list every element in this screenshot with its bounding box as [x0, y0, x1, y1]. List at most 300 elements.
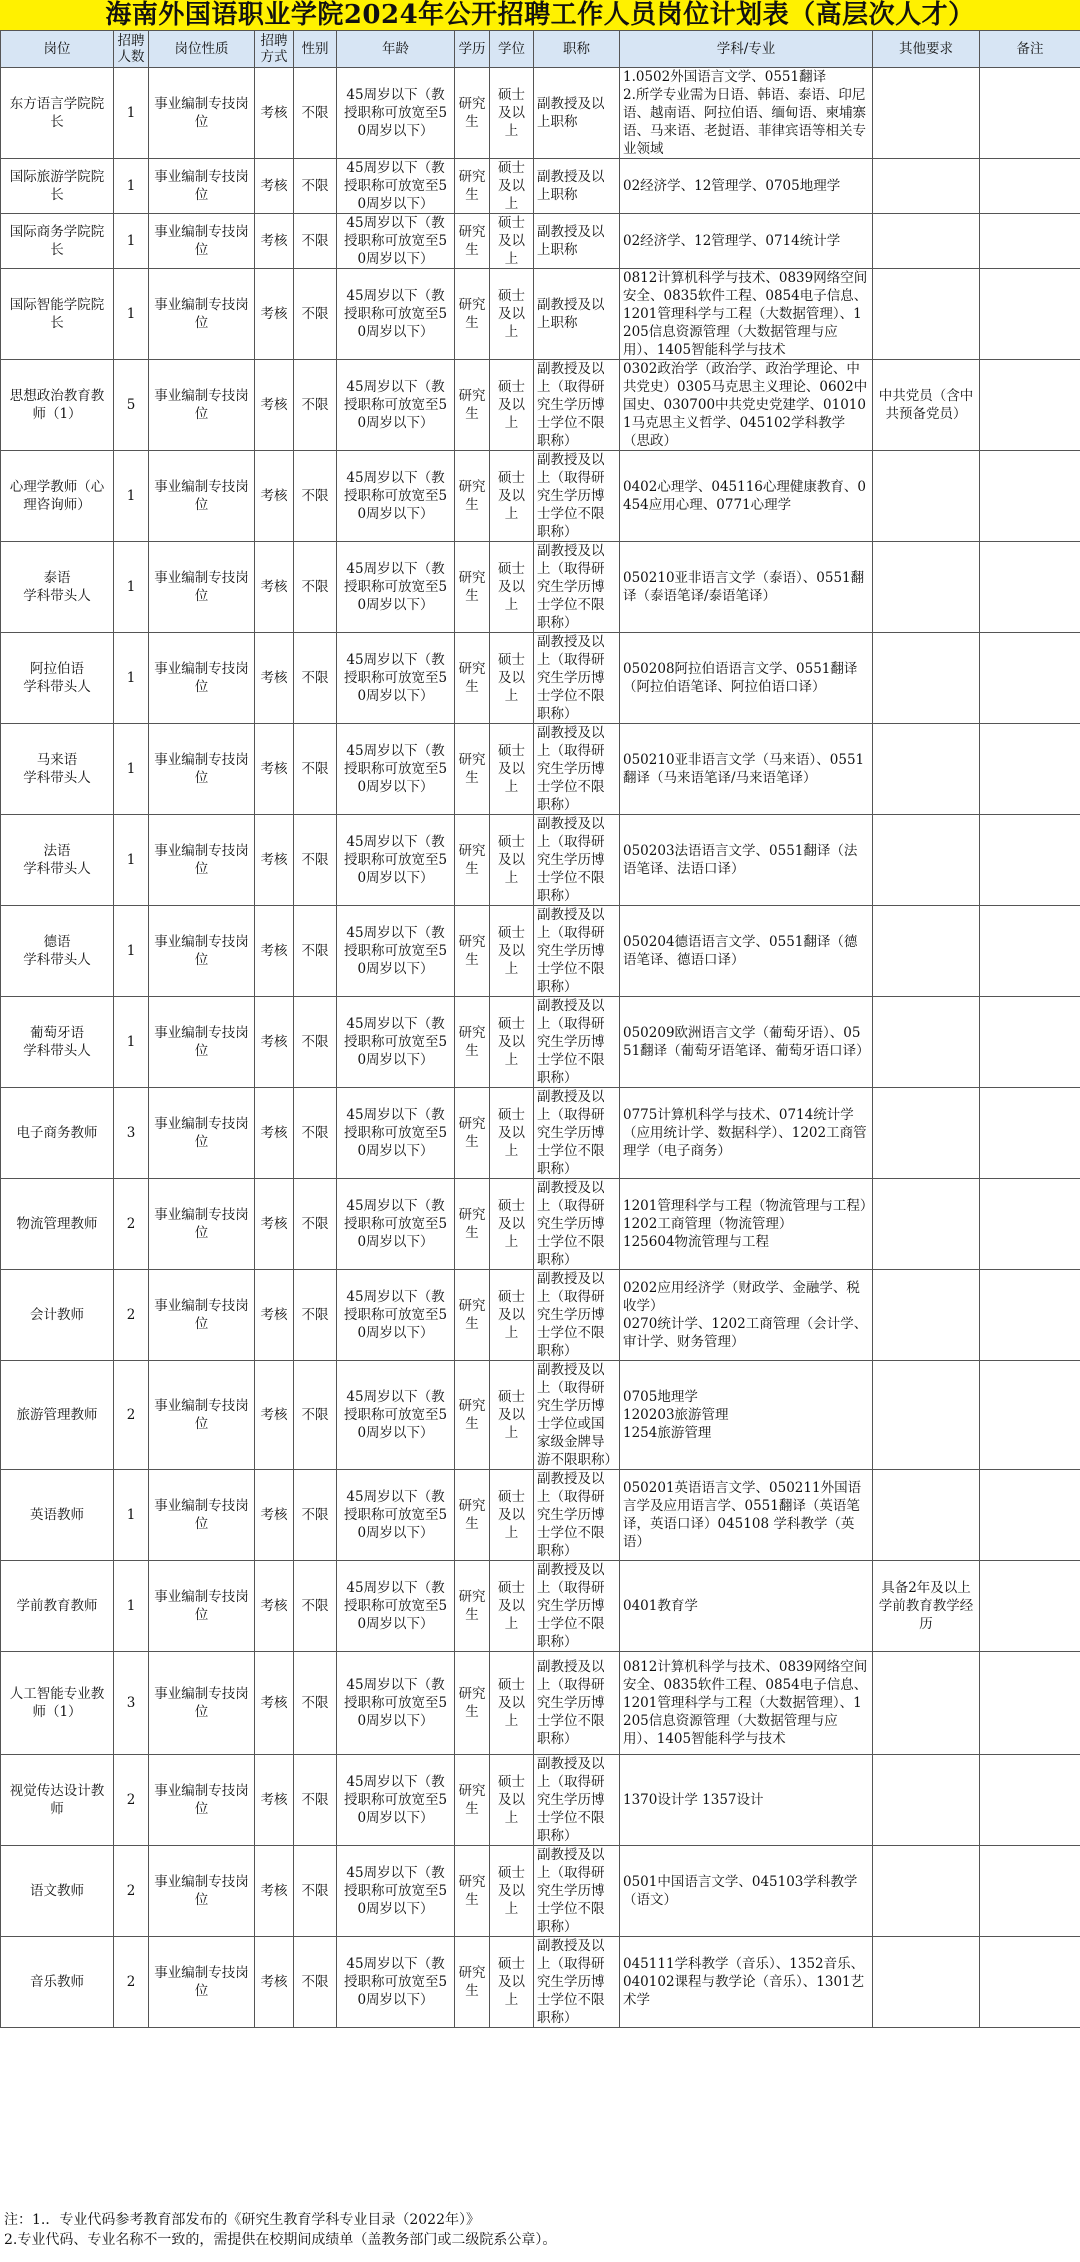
nature-cell: 事业编制专技岗位: [149, 159, 255, 214]
degree-cell: 硕士及以上: [490, 1652, 534, 1755]
table-row: [1, 1088, 1080, 1179]
other-requirements-cell: [873, 214, 980, 269]
age-cell: 45周岁以下（教授职称可放宽至50周岁以下）: [337, 214, 455, 269]
other-requirements-cell: [873, 724, 980, 815]
remark-cell: [980, 1652, 1080, 1755]
remark-cell: [980, 1937, 1080, 2028]
table-row: [1, 1561, 1080, 1652]
professional-title-cell: 副教授及以上（取得研究生学历博士学位不限职称）: [534, 1937, 620, 2028]
major-cell: 050209欧洲语言文学（葡萄牙语）、0551翻译（葡萄牙语笔译、葡萄牙语口译）: [620, 997, 873, 1088]
nature-cell: 事业编制专技岗位: [149, 1652, 255, 1755]
remark-cell: [980, 633, 1080, 724]
post-cell: 语文教师: [1, 1846, 114, 1937]
method-cell: 考核: [255, 1652, 294, 1755]
other-requirements-cell: [873, 1755, 980, 1846]
post-cell: 旅游管理教师: [1, 1361, 114, 1470]
education-cell: 研究生: [455, 1652, 490, 1755]
count-cell: 2: [114, 1361, 149, 1470]
count-cell: 1: [114, 633, 149, 724]
major-cell: 050203法语语言文学、0551翻译（法语笔译、法语口译）: [620, 815, 873, 906]
remark-cell: [980, 1755, 1080, 1846]
table-row: [1, 1652, 1080, 1755]
gender-cell: 不限: [294, 1270, 337, 1361]
recruitment-table: [0, 30, 1080, 2028]
method-cell: 考核: [255, 633, 294, 724]
count-cell: 3: [114, 1652, 149, 1755]
post-cell: 物流管理教师: [1, 1179, 114, 1270]
method-cell: 考核: [255, 68, 294, 159]
footnotes: [0, 2210, 1080, 2250]
other-requirements-cell: [873, 633, 980, 724]
gender-cell: 不限: [294, 1470, 337, 1561]
remark-cell: [980, 542, 1080, 633]
gender-cell: 不限: [294, 815, 337, 906]
post-cell: 葡萄牙语 学科带头人: [1, 997, 114, 1088]
education-cell: 研究生: [455, 1088, 490, 1179]
major-cell: 0401教育学: [620, 1561, 873, 1652]
other-requirements-cell: [873, 269, 980, 360]
nature-cell: 事业编制专技岗位: [149, 1179, 255, 1270]
nature-cell: 事业编制专技岗位: [149, 815, 255, 906]
professional-title-cell: 副教授及以上（取得研究生学历博士学位不限职称）: [534, 1652, 620, 1755]
education-cell: 研究生: [455, 1470, 490, 1561]
major-cell: 0812计算机科学与技术、0839网络空间安全、0835软件工程、0854电子信息、1201管理科学与工程（大数据管理）、1205信息资源管理（大数据管理与应用）、1405智能科学与技术: [620, 1652, 873, 1755]
gender-cell: 不限: [294, 68, 337, 159]
gender-cell: 不限: [294, 1937, 337, 2028]
degree-cell: 硕士及以上: [490, 1755, 534, 1846]
age-cell: 45周岁以下（教授职称可放宽至50周岁以下）: [337, 1561, 455, 1652]
method-cell: 考核: [255, 451, 294, 542]
other-requirements-cell: [873, 906, 980, 997]
table-row: [1, 1755, 1080, 1846]
nature-cell: 事业编制专技岗位: [149, 724, 255, 815]
table-row: [1, 724, 1080, 815]
education-cell: 研究生: [455, 451, 490, 542]
education-cell: 研究生: [455, 1270, 490, 1361]
education-cell: 研究生: [455, 360, 490, 451]
major-cell: 0812计算机科学与技术、0839网络空间安全、0835软件工程、0854电子信息、1201管理科学与工程（大数据管理）、1205信息资源管理（大数据管理与应用）、1405智能科学与技术: [620, 269, 873, 360]
post-cell: 泰语 学科带头人: [1, 542, 114, 633]
gender-cell: 不限: [294, 1561, 337, 1652]
table-row: [1, 1270, 1080, 1361]
count-cell: 1: [114, 159, 149, 214]
count-cell: 1: [114, 451, 149, 542]
post-cell: 法语 学科带头人: [1, 815, 114, 906]
professional-title-cell: 副教授及以上（取得研究生学历博士学位不限职称）: [534, 724, 620, 815]
degree-cell: 硕士及以上: [490, 1846, 534, 1937]
table-row: [1, 997, 1080, 1088]
degree-cell: 硕士及以上: [490, 906, 534, 997]
header-cell: 其他要求: [873, 31, 980, 68]
degree-cell: 硕士及以上: [490, 815, 534, 906]
other-requirements-cell: [873, 815, 980, 906]
gender-cell: 不限: [294, 997, 337, 1088]
header-cell: 岗位性质: [149, 31, 255, 68]
gender-cell: 不限: [294, 1846, 337, 1937]
gender-cell: 不限: [294, 159, 337, 214]
other-requirements-cell: [873, 68, 980, 159]
post-cell: 国际智能学院院长: [1, 269, 114, 360]
nature-cell: 事业编制专技岗位: [149, 214, 255, 269]
table-row: [1, 214, 1080, 269]
post-cell: 国际旅游学院院长: [1, 159, 114, 214]
major-cell: 02经济学、12管理学、0714统计学: [620, 214, 873, 269]
education-cell: 研究生: [455, 1846, 490, 1937]
post-cell: 思想政治教育教师（1）: [1, 360, 114, 451]
count-cell: 2: [114, 1755, 149, 1846]
method-cell: 考核: [255, 1179, 294, 1270]
remark-cell: [980, 1270, 1080, 1361]
remark-cell: [980, 159, 1080, 214]
post-cell: 会计教师: [1, 1270, 114, 1361]
header-cell: 职称: [534, 31, 620, 68]
remark-cell: [980, 1561, 1080, 1652]
table-header-row: [1, 31, 1080, 68]
other-requirements-cell: [873, 451, 980, 542]
degree-cell: 硕士及以上: [490, 1179, 534, 1270]
remark-cell: [980, 1846, 1080, 1937]
remark-cell: [980, 906, 1080, 997]
major-cell: 0705地理学 120203旅游管理 1254旅游管理: [620, 1361, 873, 1470]
professional-title-cell: 副教授及以上职称: [534, 269, 620, 360]
header-cell: 学历: [455, 31, 490, 68]
professional-title-cell: 副教授及以上（取得研究生学历博士学位不限职称）: [534, 542, 620, 633]
header-cell: 性别: [294, 31, 337, 68]
degree-cell: 硕士及以上: [490, 214, 534, 269]
professional-title-cell: 副教授及以上（取得研究生学历博士学位不限职称）: [534, 815, 620, 906]
post-cell: 马来语 学科带头人: [1, 724, 114, 815]
age-cell: 45周岁以下（教授职称可放宽至50周岁以下）: [337, 1088, 455, 1179]
professional-title-cell: 副教授及以上（取得研究生学历博士学位不限职称）: [534, 451, 620, 542]
header-cell: 年龄: [337, 31, 455, 68]
remark-cell: [980, 1470, 1080, 1561]
degree-cell: 硕士及以上: [490, 542, 534, 633]
major-cell: 0402心理学、045116心理健康教育、0454应用心理、0771心理学: [620, 451, 873, 542]
education-cell: 研究生: [455, 724, 490, 815]
other-requirements-cell: 中共党员（含中共预备党员）: [873, 360, 980, 451]
professional-title-cell: 副教授及以上（取得研究生学历博士学位不限职称）: [534, 1755, 620, 1846]
nature-cell: 事业编制专技岗位: [149, 906, 255, 997]
post-cell: 人工智能专业教师（1）: [1, 1652, 114, 1755]
other-requirements-cell: [873, 1270, 980, 1361]
table-row: [1, 360, 1080, 451]
degree-cell: 硕士及以上: [490, 1361, 534, 1470]
major-cell: 1370设计学 1357设计: [620, 1755, 873, 1846]
age-cell: 45周岁以下（教授职称可放宽至50周岁以下）: [337, 906, 455, 997]
gender-cell: 不限: [294, 1179, 337, 1270]
gender-cell: 不限: [294, 1088, 337, 1179]
post-cell: 阿拉伯语 学科带头人: [1, 633, 114, 724]
method-cell: 考核: [255, 997, 294, 1088]
age-cell: 45周岁以下（教授职称可放宽至50周岁以下）: [337, 360, 455, 451]
count-cell: 2: [114, 1270, 149, 1361]
method-cell: 考核: [255, 1088, 294, 1179]
method-cell: 考核: [255, 159, 294, 214]
nature-cell: 事业编制专技岗位: [149, 1361, 255, 1470]
degree-cell: 硕士及以上: [490, 159, 534, 214]
education-cell: 研究生: [455, 997, 490, 1088]
nature-cell: 事业编制专技岗位: [149, 997, 255, 1088]
header-cell: 招聘方式: [255, 31, 294, 68]
nature-cell: 事业编制专技岗位: [149, 1470, 255, 1561]
nature-cell: 事业编制专技岗位: [149, 451, 255, 542]
degree-cell: 硕士及以上: [490, 1470, 534, 1561]
professional-title-cell: 副教授及以上（取得研究生学历博士学位或国家级金牌导游不限职称）: [534, 1361, 620, 1470]
post-cell: 音乐教师: [1, 1937, 114, 2028]
gender-cell: 不限: [294, 214, 337, 269]
professional-title-cell: 副教授及以上职称: [534, 214, 620, 269]
degree-cell: 硕士及以上: [490, 1937, 534, 2028]
post-cell: 英语教师: [1, 1470, 114, 1561]
table-row: [1, 1470, 1080, 1561]
major-cell: 02经济学、12管理学、0705地理学: [620, 159, 873, 214]
table-row: [1, 451, 1080, 542]
gender-cell: 不限: [294, 633, 337, 724]
gender-cell: 不限: [294, 1361, 337, 1470]
education-cell: 研究生: [455, 1361, 490, 1470]
major-cell: 0775计算机科学与技术、0714统计学（应用统计学、数据科学）、1202工商管理学（电子商务）: [620, 1088, 873, 1179]
table-row: [1, 1937, 1080, 2028]
major-cell: 045111学科教学（音乐）、1352音乐、040102课程与教学论（音乐）、1301艺术学: [620, 1937, 873, 2028]
professional-title-cell: 副教授及以上职称: [534, 68, 620, 159]
age-cell: 45周岁以下（教授职称可放宽至50周岁以下）: [337, 1937, 455, 2028]
other-requirements-cell: 具备2年及以上学前教育教学经历: [873, 1561, 980, 1652]
major-cell: 050204德语语言文学、0551翻译（德语笔译、德语口译）: [620, 906, 873, 997]
method-cell: 考核: [255, 269, 294, 360]
education-cell: 研究生: [455, 269, 490, 360]
footnote-2: 2.专业代码、专业名称不一致的，需提供在校期间成绩单（盖教务部门或二级院系公章）。: [4, 2232, 557, 2248]
remark-cell: [980, 360, 1080, 451]
gender-cell: 不限: [294, 360, 337, 451]
gender-cell: 不限: [294, 906, 337, 997]
page-title: 海南外国语职业学院2024年公开招聘工作人员岗位计划表（高层次人才）: [0, 0, 1080, 31]
other-requirements-cell: [873, 1652, 980, 1755]
major-cell: 1201管理科学与工程（物流管理与工程）1202工商管理（物流管理） 125604物流管理与工程: [620, 1179, 873, 1270]
age-cell: 45周岁以下（教授职称可放宽至50周岁以下）: [337, 815, 455, 906]
post-cell: 东方语言学院院长: [1, 68, 114, 159]
remark-cell: [980, 815, 1080, 906]
nature-cell: 事业编制专技岗位: [149, 1937, 255, 2028]
degree-cell: 硕士及以上: [490, 269, 534, 360]
post-cell: 电子商务教师: [1, 1088, 114, 1179]
education-cell: 研究生: [455, 159, 490, 214]
table-body: [1, 68, 1080, 2028]
count-cell: 2: [114, 1846, 149, 1937]
count-cell: 1: [114, 906, 149, 997]
other-requirements-cell: [873, 1361, 980, 1470]
age-cell: 45周岁以下（教授职称可放宽至50周岁以下）: [337, 542, 455, 633]
professional-title-cell: 副教授及以上（取得研究生学历博士学位不限职称）: [534, 1088, 620, 1179]
gender-cell: 不限: [294, 1755, 337, 1846]
education-cell: 研究生: [455, 542, 490, 633]
table-row: [1, 1846, 1080, 1937]
nature-cell: 事业编制专技岗位: [149, 1270, 255, 1361]
count-cell: 1: [114, 1470, 149, 1561]
remark-cell: [980, 1361, 1080, 1470]
age-cell: 45周岁以下（教授职称可放宽至50周岁以下）: [337, 159, 455, 214]
education-cell: 研究生: [455, 906, 490, 997]
age-cell: 45周岁以下（教授职称可放宽至50周岁以下）: [337, 1179, 455, 1270]
degree-cell: 硕士及以上: [490, 1561, 534, 1652]
age-cell: 45周岁以下（教授职称可放宽至50周岁以下）: [337, 1361, 455, 1470]
gender-cell: 不限: [294, 269, 337, 360]
method-cell: 考核: [255, 542, 294, 633]
major-cell: 0202应用经济学（财政学、金融学、税收学） 0270统计学、1202工商管理（会计学、审计学、财务管理）: [620, 1270, 873, 1361]
header-cell: 学科/专业: [620, 31, 873, 68]
professional-title-cell: 副教授及以上（取得研究生学历博士学位不限职称）: [534, 633, 620, 724]
method-cell: 考核: [255, 1846, 294, 1937]
professional-title-cell: 副教授及以上（取得研究生学历博士学位不限职称）: [534, 997, 620, 1088]
degree-cell: 硕士及以上: [490, 68, 534, 159]
method-cell: 考核: [255, 906, 294, 997]
professional-title-cell: 副教授及以上（取得研究生学历博士学位不限职称）: [534, 360, 620, 451]
education-cell: 研究生: [455, 1561, 490, 1652]
age-cell: 45周岁以下（教授职称可放宽至50周岁以下）: [337, 68, 455, 159]
age-cell: 45周岁以下（教授职称可放宽至50周岁以下）: [337, 1846, 455, 1937]
education-cell: 研究生: [455, 214, 490, 269]
degree-cell: 硕士及以上: [490, 633, 534, 724]
count-cell: 1: [114, 815, 149, 906]
post-cell: 心理学教师（心理咨询师）: [1, 451, 114, 542]
method-cell: 考核: [255, 724, 294, 815]
header-cell: 招聘人数: [114, 31, 149, 68]
major-cell: 050210亚非语言文学（泰语）、0551翻译（泰语笔译/泰语笔译）: [620, 542, 873, 633]
professional-title-cell: 副教授及以上职称: [534, 159, 620, 214]
age-cell: 45周岁以下（教授职称可放宽至50周岁以下）: [337, 633, 455, 724]
education-cell: 研究生: [455, 68, 490, 159]
gender-cell: 不限: [294, 1652, 337, 1755]
major-cell: 0501中国语言文学、045103学科教学（语文）: [620, 1846, 873, 1937]
table-row: [1, 1179, 1080, 1270]
professional-title-cell: 副教授及以上（取得研究生学历博士学位不限职称）: [534, 1846, 620, 1937]
method-cell: 考核: [255, 214, 294, 269]
count-cell: 1: [114, 997, 149, 1088]
age-cell: 45周岁以下（教授职称可放宽至50周岁以下）: [337, 997, 455, 1088]
count-cell: 1: [114, 214, 149, 269]
post-cell: 视觉传达设计教师: [1, 1755, 114, 1846]
nature-cell: 事业编制专技岗位: [149, 542, 255, 633]
professional-title-cell: 副教授及以上（取得研究生学历博士学位不限职称）: [534, 1270, 620, 1361]
header-cell: 学位: [490, 31, 534, 68]
age-cell: 45周岁以下（教授职称可放宽至50周岁以下）: [337, 1755, 455, 1846]
education-cell: 研究生: [455, 1937, 490, 2028]
method-cell: 考核: [255, 1561, 294, 1652]
professional-title-cell: 副教授及以上（取得研究生学历博士学位不限职称）: [534, 1561, 620, 1652]
degree-cell: 硕士及以上: [490, 997, 534, 1088]
education-cell: 研究生: [455, 633, 490, 724]
age-cell: 45周岁以下（教授职称可放宽至50周岁以下）: [337, 1652, 455, 1755]
major-cell: 050210亚非语言文学（马来语）、0551翻译（马来语笔译/马来语笔译）: [620, 724, 873, 815]
major-cell: 050201英语语言文学、050211外国语言学及应用语言学、0551翻译（英语笔译，英语口译）045108 学科教学（英语）: [620, 1470, 873, 1561]
degree-cell: 硕士及以上: [490, 1270, 534, 1361]
method-cell: 考核: [255, 1937, 294, 2028]
nature-cell: 事业编制专技岗位: [149, 68, 255, 159]
major-cell: 050208阿拉伯语语言文学、0551翻译（阿拉伯语笔译、阿拉伯语口译）: [620, 633, 873, 724]
education-cell: 研究生: [455, 1179, 490, 1270]
other-requirements-cell: [873, 1470, 980, 1561]
count-cell: 5: [114, 360, 149, 451]
count-cell: 1: [114, 724, 149, 815]
remark-cell: [980, 68, 1080, 159]
footnote-1: 注：1.．专业代码参考教育部发布的《研究生教育学科专业目录（2022年）》: [4, 2212, 480, 2228]
age-cell: 45周岁以下（教授职称可放宽至50周岁以下）: [337, 451, 455, 542]
header-cell: 岗位: [1, 31, 114, 68]
nature-cell: 事业编制专技岗位: [149, 269, 255, 360]
table-row: [1, 68, 1080, 159]
remark-cell: [980, 1179, 1080, 1270]
major-cell: 1.0502外国语言文学、0551翻译 2.所学专业需为日语、韩语、泰语、印尼语、越南语、阿拉伯语、缅甸语、柬埔寨语、马来语、老挝语、菲律宾语等相关专业领域: [620, 68, 873, 159]
education-cell: 研究生: [455, 815, 490, 906]
age-cell: 45周岁以下（教授职称可放宽至50周岁以下）: [337, 1470, 455, 1561]
method-cell: 考核: [255, 1470, 294, 1561]
other-requirements-cell: [873, 1937, 980, 2028]
table-row: [1, 906, 1080, 997]
major-cell: 0302政治学（政治学、政治学理论、中共党史）0305马克思主义理论、0602中国史、030700中共党史党建学、010101马克思主义哲学、045102学科教学（思政）: [620, 360, 873, 451]
count-cell: 2: [114, 1179, 149, 1270]
age-cell: 45周岁以下（教授职称可放宽至50周岁以下）: [337, 724, 455, 815]
gender-cell: 不限: [294, 451, 337, 542]
other-requirements-cell: [873, 1088, 980, 1179]
degree-cell: 硕士及以上: [490, 1088, 534, 1179]
other-requirements-cell: [873, 997, 980, 1088]
header-cell: 备注: [980, 31, 1080, 68]
nature-cell: 事业编制专技岗位: [149, 633, 255, 724]
other-requirements-cell: [873, 542, 980, 633]
nature-cell: 事业编制专技岗位: [149, 1088, 255, 1179]
remark-cell: [980, 451, 1080, 542]
remark-cell: [980, 1088, 1080, 1179]
nature-cell: 事业编制专技岗位: [149, 1561, 255, 1652]
count-cell: 1: [114, 1561, 149, 1652]
remark-cell: [980, 724, 1080, 815]
count-cell: 1: [114, 68, 149, 159]
method-cell: 考核: [255, 360, 294, 451]
table-row: [1, 633, 1080, 724]
age-cell: 45周岁以下（教授职称可放宽至50周岁以下）: [337, 1270, 455, 1361]
method-cell: 考核: [255, 815, 294, 906]
remark-cell: [980, 214, 1080, 269]
method-cell: 考核: [255, 1755, 294, 1846]
table-row: [1, 159, 1080, 214]
education-cell: 研究生: [455, 1755, 490, 1846]
post-cell: 学前教育教师: [1, 1561, 114, 1652]
nature-cell: 事业编制专技岗位: [149, 360, 255, 451]
professional-title-cell: 副教授及以上（取得研究生学历博士学位不限职称）: [534, 906, 620, 997]
method-cell: 考核: [255, 1361, 294, 1470]
degree-cell: 硕士及以上: [490, 451, 534, 542]
count-cell: 2: [114, 1937, 149, 2028]
gender-cell: 不限: [294, 724, 337, 815]
professional-title-cell: 副教授及以上（取得研究生学历博士学位不限职称）: [534, 1470, 620, 1561]
other-requirements-cell: [873, 1846, 980, 1937]
count-cell: 1: [114, 542, 149, 633]
degree-cell: 硕士及以上: [490, 724, 534, 815]
count-cell: 3: [114, 1088, 149, 1179]
table-row: [1, 815, 1080, 906]
post-cell: 德语 学科带头人: [1, 906, 114, 997]
other-requirements-cell: [873, 1179, 980, 1270]
nature-cell: 事业编制专技岗位: [149, 1846, 255, 1937]
count-cell: 1: [114, 269, 149, 360]
table-row: [1, 542, 1080, 633]
table-row: [1, 1361, 1080, 1470]
nature-cell: 事业编制专技岗位: [149, 1755, 255, 1846]
remark-cell: [980, 997, 1080, 1088]
table-row: [1, 269, 1080, 360]
method-cell: 考核: [255, 1270, 294, 1361]
post-cell: 国际商务学院院长: [1, 214, 114, 269]
professional-title-cell: 副教授及以上（取得研究生学历博士学位不限职称）: [534, 1179, 620, 1270]
